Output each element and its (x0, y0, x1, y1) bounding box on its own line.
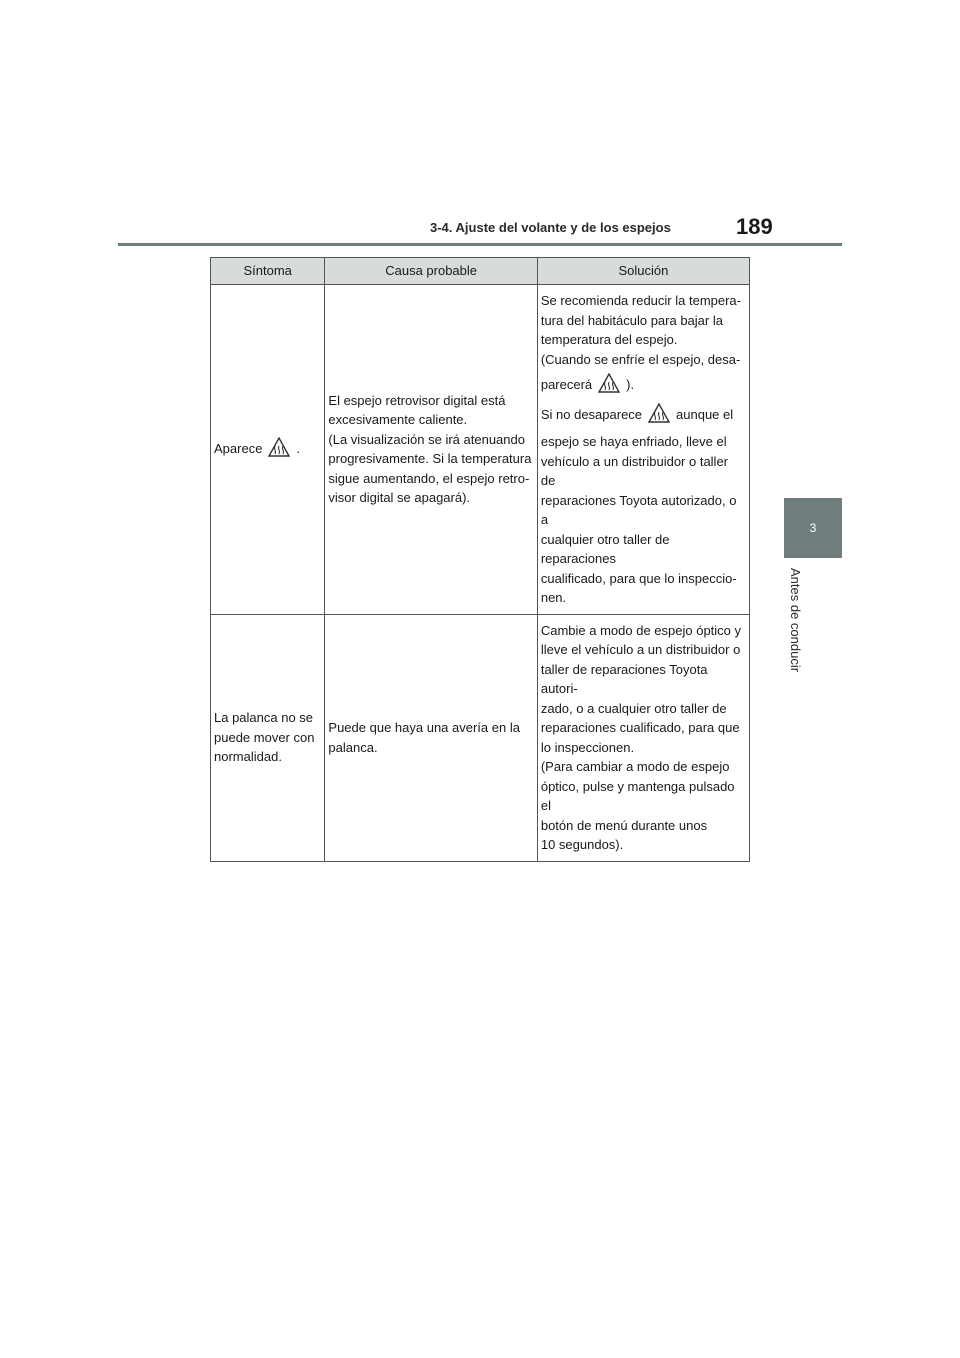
mirror-heat-warning-icon (648, 403, 670, 429)
page-number: 189 (736, 214, 773, 239)
chapter-label: Antes de conducir (788, 568, 803, 673)
header-symptom: Síntoma (211, 258, 325, 285)
cause-cell: El espejo retrovisor digital está excesivamente caliente. (La visualización se irá atenuando progresivamente. Si la temperatura sigue aumentando, el espejo retro- visor digital se apagará). (325, 285, 537, 615)
table-row (211, 614, 750, 861)
mirror-heat-warning-icon (268, 437, 290, 463)
mirror-heat-warning-icon (598, 373, 620, 399)
troubleshooting-table (210, 257, 750, 862)
cause-cell: Puede que haya una avería en la palanca. (325, 614, 537, 861)
header-solution: Solución (537, 258, 749, 285)
header-cause: Causa probable (325, 258, 537, 285)
table-header-row (211, 258, 750, 285)
solution-cell: Se recomienda reducir la tempera- tura del habitáculo para bajar la temperatura del espejo. (Cuando se enfríe el espejo, desa- parecerá ). Si no desaparece aunque el espejo se haya enfriado, lleve el vehículo a un distribuidor o taller de reparaciones Toyota autorizado, o a cualquier otro taller de reparaciones cualificado, para que lo inspeccio- nen. (537, 285, 749, 615)
header-divider (118, 243, 842, 246)
symptom-cell: La palanca no se puede mover con normalidad. (211, 614, 325, 861)
chapter-tab (784, 498, 842, 558)
chapter-number: 3 (809, 521, 817, 535)
solution-cell: Cambie a modo de espejo óptico y lleve el vehículo a un distribuidor o taller de reparaciones Toyota autori- zado, o a cualquier otro taller de reparaciones cualificado, para que lo inspeccionen. (Para cambiar a modo de espejo óptico, pulse y mantenga pulsado el botón de menú durante unos 10 segundos). (537, 614, 749, 861)
symptom-cell: Aparece . (211, 285, 325, 615)
section-title: 3-4. Ajuste del volante y de los espejos (430, 220, 671, 235)
table-row (211, 285, 750, 615)
